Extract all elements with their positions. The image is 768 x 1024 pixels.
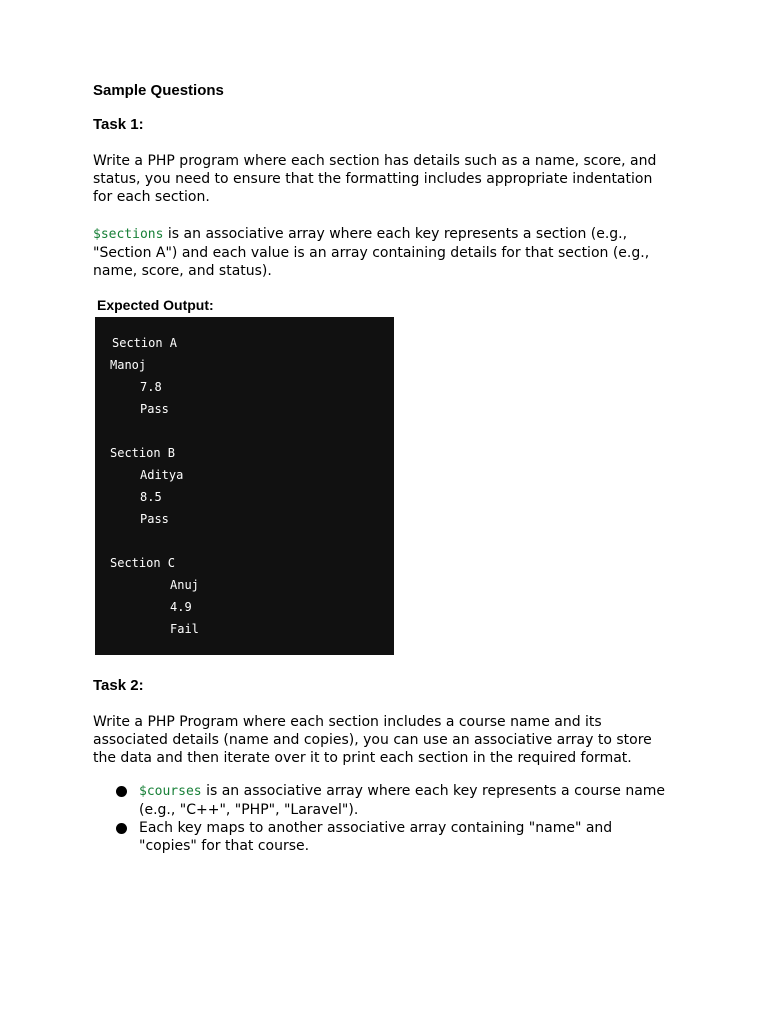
courses-variable: $courses [139, 784, 202, 799]
output-line: Aditya [140, 468, 184, 482]
output-line: 8.5 [140, 490, 162, 504]
output-line: Anuj [170, 578, 199, 592]
list-item [93, 819, 673, 855]
sections-variable: $sections [93, 227, 164, 242]
document-title: Sample Questions [93, 82, 224, 99]
output-line: Manoj [110, 358, 147, 372]
task1-sections-description [93, 225, 673, 280]
task1-heading: Task 1: [93, 116, 144, 133]
output-line: Section C [110, 556, 176, 570]
task2-heading: Task 2: [93, 677, 144, 694]
bullet-icon [116, 786, 127, 797]
bullet-text: Each key maps to another associative array containing "name" and "copies" for that course. [139, 820, 613, 854]
bullet-icon [116, 823, 127, 834]
output-line: Section B [110, 446, 176, 460]
list-item [93, 782, 673, 819]
task2-bullet-list [93, 782, 673, 855]
sections-description-text: is an associative array where each key represents a section (e.g., "Section A") and each value is an array containing details for that section (e.g., name, score, and status). [93, 226, 650, 279]
expected-output-terminal [95, 317, 394, 655]
output-line: Pass [140, 512, 169, 526]
bullet-text: is an associative array where each key represents a course name (e.g., "C++", "PHP", "Laravel"). [139, 783, 666, 818]
task1-description: Write a PHP program where each section has details such as a name, score, and status, you need to ensure that the formatting includes appropriate indentation for each section. [93, 153, 657, 205]
output-line: Section A [112, 336, 178, 350]
output-line: Pass [140, 402, 169, 416]
output-line: 7.8 [140, 380, 162, 394]
output-line: 4.9 [170, 600, 192, 614]
task2-description: Write a PHP Program where each section includes a course name and its associated details (name and copies), you can use an associative array to store the data and then iterate over it to print each section in the required format. [93, 714, 652, 766]
output-line: Fail [170, 622, 199, 636]
expected-output-label: Expected Output: [97, 297, 214, 313]
